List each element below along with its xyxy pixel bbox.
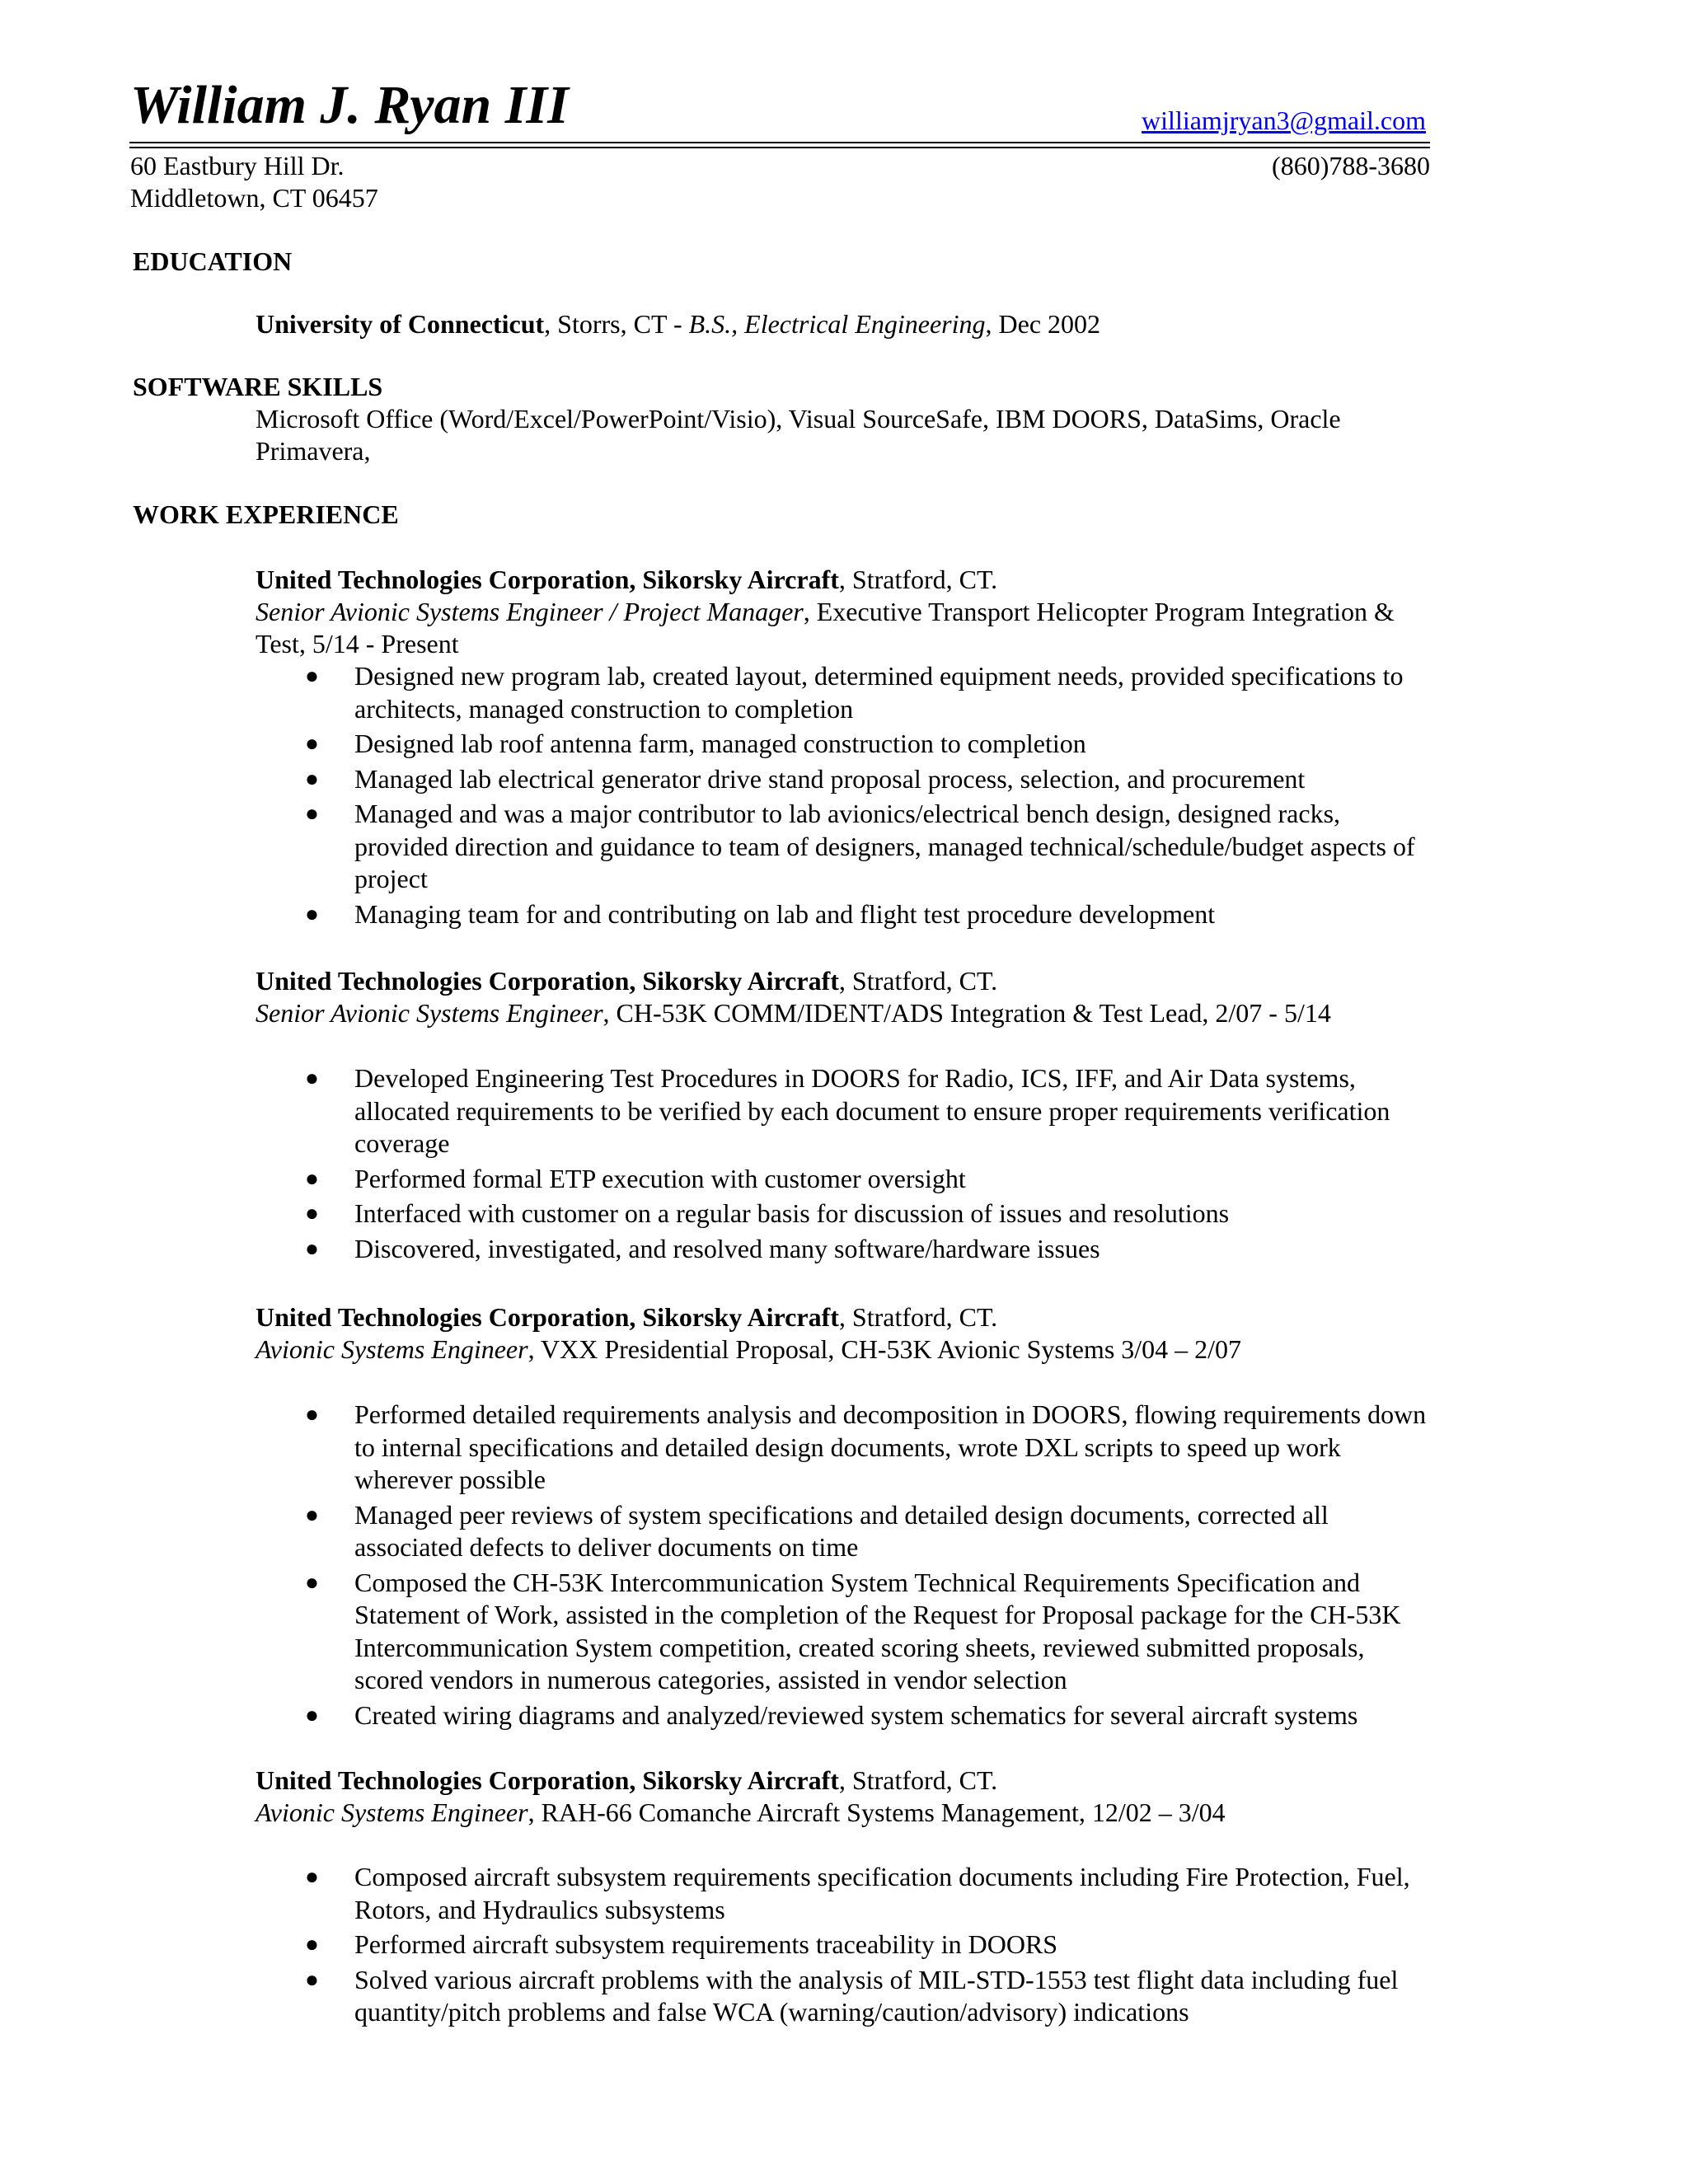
bullet-icon: ● bbox=[305, 766, 319, 792]
bullet-icon: ● bbox=[305, 663, 319, 689]
list-item: ● Developed Engineering Test Procedures in DOORS for Radio, ICS, IFF, and Air Data systems, allocated requirements to be verified by each document to ensure proper requirements verification coverage bbox=[305, 1063, 1390, 1158]
school-location: , Storrs, CT - bbox=[544, 309, 689, 339]
job-detail: , CH-53K COMM/IDENT/ADS Integration & Test Lead, 2/07 - 5/14 bbox=[603, 998, 1331, 1028]
bullet-icon: ● bbox=[305, 1235, 319, 1262]
address-line-1: 60 Eastbury Hill Dr. bbox=[130, 151, 345, 180]
bullet-icon: ● bbox=[305, 1402, 319, 1427]
software-skills-text: Microsoft Office (Word/Excel/PowerPoint/Visio), Visual SourceSafe, IBM DOORS, DataSims, Oracle Primavera, bbox=[256, 404, 1341, 466]
bullet-icon: ● bbox=[305, 1165, 319, 1192]
job-4-bullets bbox=[256, 1861, 1434, 2032]
bullet-icon: ● bbox=[305, 1502, 319, 1528]
job-company: United Technologies Corporation, Sikorsky Aircraft bbox=[256, 1302, 839, 1332]
job-role: Senior Avionic Systems Engineer / Project Manager bbox=[256, 597, 804, 626]
software-skills-heading: SOFTWARE SKILLS bbox=[133, 372, 383, 401]
job-detail: , RAH-66 Comanche Aircraft Systems Management, 12/02 – 3/04 bbox=[528, 1797, 1226, 1827]
list-item: ● Solved various aircraft problems with the analysis of MIL-STD-1553 test flight data including fuel quantity/pitch problems and false WCA (warning/caution/advisory) indications bbox=[305, 1964, 1399, 2027]
job-1-header bbox=[256, 564, 1434, 660]
list-item: ● Managing team for and contributing on lab and flight test procedure development bbox=[256, 898, 1434, 931]
job-title bbox=[256, 997, 1434, 1029]
list-item: ● Performed detailed requirements analysis and decomposition in DOORS, flowing requirements down to internal specifications and detailed design documents, wrote DXL scripts to speed up work wherever possible bbox=[305, 1399, 1427, 1494]
job-company: United Technologies Corporation, Sikorsky Aircraft bbox=[256, 966, 839, 996]
job-location: , Stratford, CT. bbox=[838, 1302, 998, 1332]
list-item: ● Interfaced with customer on a regular basis for discussion of issues and resolutions bbox=[256, 1197, 1434, 1230]
bullet-icon: ● bbox=[305, 1932, 319, 1957]
phone-number: (860)788-3680 bbox=[1272, 151, 1430, 180]
work-experience-heading: WORK EXPERIENCE bbox=[133, 499, 399, 529]
job-role: Senior Avionic Systems Engineer bbox=[256, 998, 603, 1028]
job-location: , Stratford, CT. bbox=[838, 565, 998, 594]
bullet-icon: ● bbox=[305, 901, 319, 927]
header-divider-top bbox=[129, 142, 1430, 143]
job-detail: , VXX Presidential Proposal, CH-53K Avionic Systems 3/04 – 2/07 bbox=[528, 1334, 1242, 1364]
job-3-bullets bbox=[256, 1399, 1434, 1734]
education-entry bbox=[256, 308, 1434, 340]
school-name: University of Connecticut bbox=[256, 309, 545, 339]
job-title bbox=[256, 1333, 1434, 1366]
list-item: ● Designed new program lab, created layout, determined equipment needs, provided specifications to architects, managed construction to completion bbox=[305, 661, 1404, 724]
job-1-bullets bbox=[256, 660, 1434, 933]
address-line-2: Middletown, CT 06457 bbox=[130, 183, 378, 213]
applicant-name: William J. Ryan III bbox=[130, 75, 569, 135]
job-4-header bbox=[256, 1765, 1434, 1829]
job-company: United Technologies Corporation, Sikorsky Aircraft bbox=[256, 1765, 839, 1795]
job-location: , Stratford, CT. bbox=[838, 1765, 998, 1795]
list-item: ● Managed and was a major contributor to lab avionics/electrical bench design, designed racks, provided direction and guidance to team of designers, managed technical/schedule/budget aspects of project bbox=[305, 799, 1415, 893]
graduation-date: , Dec 2002 bbox=[985, 309, 1101, 339]
job-company: United Technologies Corporation, Sikorsky Aircraft bbox=[256, 565, 839, 594]
list-item: ● Composed aircraft subsystem requirements specification documents including Fire Protection, Fuel, Rotors, and Hydraulics subsystems bbox=[305, 1862, 1410, 1924]
bullet-icon: ● bbox=[305, 1066, 319, 1091]
job-employer bbox=[256, 564, 1434, 596]
bullet-icon: ● bbox=[305, 1864, 319, 1890]
education-heading: EDUCATION bbox=[133, 246, 293, 276]
degree: B.S., Electrical Engineering bbox=[688, 309, 986, 339]
list-item: ● Managed peer reviews of system specifications and detailed design documents, corrected all associated defects to deliver documents on time bbox=[305, 1499, 1329, 1562]
bullet-icon: ● bbox=[305, 1569, 319, 1596]
bullet-icon: ● bbox=[305, 1201, 319, 1226]
job-employer bbox=[256, 1301, 1434, 1333]
list-item: ● Managed lab electrical generator drive stand proposal process, selection, and procurement bbox=[256, 763, 1434, 796]
list-item: ● Composed the CH-53K Intercommunication System Technical Requirements Specification and Statement of Work, assisted in the completion of the Request for Proposal package for the CH-53K Intercommunication System competition, created scoring sheets, reviewed submitted proposals, scored vendors in numerous categories, assisted in vendor selection bbox=[305, 1567, 1401, 1694]
job-3-header bbox=[256, 1301, 1434, 1366]
list-item: ● Designed lab roof antenna farm, managed construction to completion bbox=[256, 728, 1434, 761]
job-employer bbox=[256, 965, 1434, 997]
job-employer bbox=[256, 1765, 1434, 1797]
list-item: ● Performed aircraft subsystem requirements traceability in DOORS bbox=[256, 1929, 1434, 1961]
bullet-icon: ● bbox=[305, 1966, 319, 1993]
header-divider-bottom bbox=[129, 147, 1430, 148]
bullet-icon: ● bbox=[305, 801, 319, 827]
list-item: ● Discovered, investigated, and resolved many software/hardware issues bbox=[256, 1233, 1434, 1266]
bullet-icon: ● bbox=[305, 731, 319, 757]
email-link[interactable]: williamjryan3@gmail.com bbox=[1142, 105, 1426, 135]
job-2-bullets bbox=[256, 1062, 1434, 1268]
job-title bbox=[256, 1797, 1434, 1829]
job-title bbox=[256, 596, 1434, 660]
job-detail: , Executive Transport Helicopter Program Integration & Test, 5/14 - Present bbox=[256, 597, 1395, 658]
list-item: ● Performed formal ETP execution with customer oversight bbox=[256, 1163, 1434, 1196]
job-location: , Stratford, CT. bbox=[838, 966, 998, 996]
job-2-header bbox=[256, 965, 1434, 1029]
bullet-icon: ● bbox=[305, 1702, 319, 1728]
job-role: Avionic Systems Engineer bbox=[256, 1334, 528, 1364]
job-role: Avionic Systems Engineer bbox=[256, 1797, 528, 1827]
list-item: ● Created wiring diagrams and analyzed/reviewed system schematics for several aircraft systems bbox=[256, 1699, 1434, 1732]
